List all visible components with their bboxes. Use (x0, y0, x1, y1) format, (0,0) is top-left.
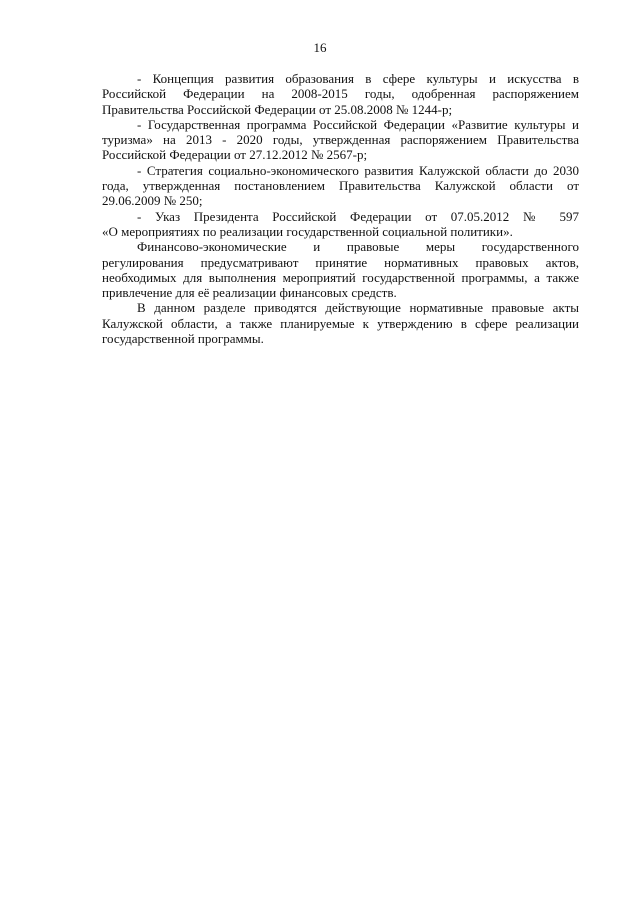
document-body (102, 71, 579, 346)
text-line: туризма» на 2013 - 2020 годы, утвержденная распоряжением Правительства (102, 132, 579, 148)
text-line: Правительства Российской Федерации от 25.08.2008 № 1244-р; (102, 101, 453, 117)
text-line: Калужской области, а также планируемые к утверждению в сфере реализации (102, 315, 579, 331)
text-line: «О мероприятиях по реализации государственной социальной политики». (102, 223, 513, 239)
text-line: - Стратегия социально-экономического развития Калужской области до 2030 (137, 162, 579, 178)
paragraph-strategy (102, 163, 579, 209)
paragraph-state-program (102, 117, 579, 163)
text-line: необходимых для выполнения мероприятий государственной программы, а также (102, 269, 579, 285)
text-line: Российской Федерации на 2008-2015 годы, одобренная распоряжением (102, 86, 579, 102)
paragraph-financial-measures (102, 239, 579, 300)
text-line: привлечение для её реализации финансовых средств. (102, 285, 397, 301)
text-line: регулирования предусматривают принятие нормативных правовых актов, (102, 254, 579, 270)
text-line: Российской Федерации от 27.12.2012 № 2567-р; (102, 147, 368, 163)
text-line: государственной программы. (102, 331, 264, 347)
paragraph-section-note (102, 300, 579, 346)
text-line: В данном разделе приводятся действующие нормативные правовые акты (137, 300, 579, 316)
text-line: - Указ Президента Российской Федерации от 07.05.2012 № 597 (137, 208, 579, 224)
text-line: года, утвержденная постановлением Правительства Калужской области от (102, 178, 579, 194)
page-number: 16 (313, 40, 327, 55)
paragraph-presidential-decree (102, 209, 579, 240)
text-line: Финансово-экономические и правовые меры государственного (137, 239, 579, 255)
text-line: - Государственная программа Российской Федерации «Развитие культуры и (137, 116, 579, 132)
text-line: - Концепция развития образования в сфере культуры и искусства в (137, 71, 579, 86)
text-line: 29.06.2009 № 250; (102, 193, 203, 209)
paragraph-concept-education (102, 71, 579, 117)
